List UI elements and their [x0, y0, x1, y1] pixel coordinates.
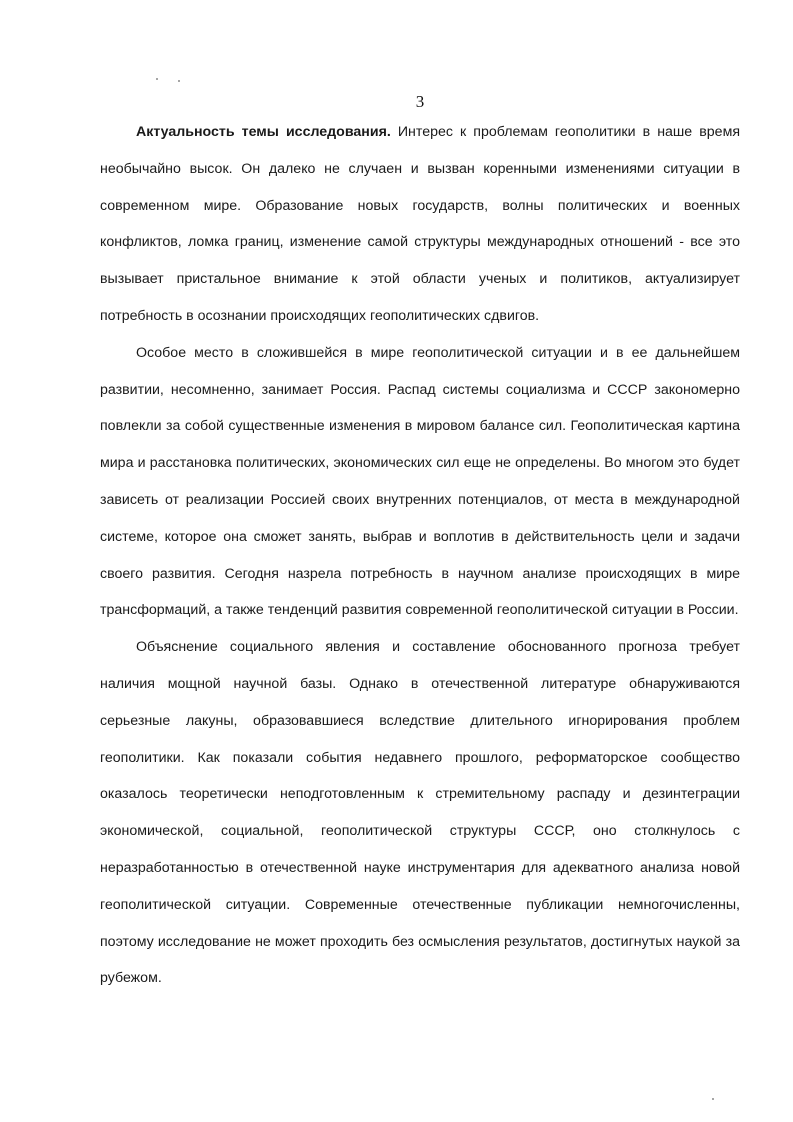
paragraph-text: Особое место в сложившейся в мире геополитической ситуации и в ее дальнейшем развитии, несомненно, занимает Россия. Распад системы социализма и СССР закономерно повлекли за собой существенные изменения в мировом балансе сил. Геополитическая картина мира и расстановка политических, экономических сил еще не определены. Во многом это будет зависеть от реализации Россией своих внутренних потенциалов, от места в международной системе, которое она сможет занять, выбрав и воплотив в действительность цели и задачи своего развития. Сегодня назрела потребность в научном анализе происходящих в мире трансформаций, а также тенденций развития современной геополитической ситуации в России. — [100, 344, 740, 619]
paragraph-scientific-base — [100, 629, 740, 997]
section-heading: Актуальность темы исследования. — [136, 124, 391, 140]
paragraph-relevance — [100, 114, 740, 335]
document-body — [100, 114, 740, 997]
scan-speck — [156, 78, 158, 80]
scan-speck — [712, 1098, 714, 1100]
paragraph-russia-role — [100, 335, 740, 629]
paragraph-text: Интерес к проблемам геополитики в наше время необычайно высок. Он далеко не случаен и вызван коренными изменениями ситуации в современном мире. Образование новых государств, волны политических и военных конфликтов, ломка границ, изменение самой структуры международных отношений - все это вызывает пристальное внимание к этой области ученых и политиков, актуализирует потребность в осознании происходящих геополитических сдвигов. — [100, 124, 741, 324]
paragraph-text: Объяснение социального явления и составление обоснованного прогноза требует наличия мощной научной базы. Однако в отечественной литературе обнаруживаются серьезные лакуны, образовавшиеся вследствие длительного игнорирования проблем геополитики. Как показали события недавнего прошлого, реформаторское сообщество оказалось теоретически неподготовленным к стремительному распаду и дезинтеграции экономической, социальной, геополитической структуры СССР, оно столкнулось с неразработанностью в отечественной науке инструментария для адекватного анализа новой геополитической ситуации. Современные отечественные публикации немногочисленны, поэтому исследование не может проходить без осмысления результатов, достигнутых наукой за рубежом. — [100, 639, 740, 987]
page-number: 3 — [415, 92, 425, 111]
scan-speck — [178, 80, 180, 82]
